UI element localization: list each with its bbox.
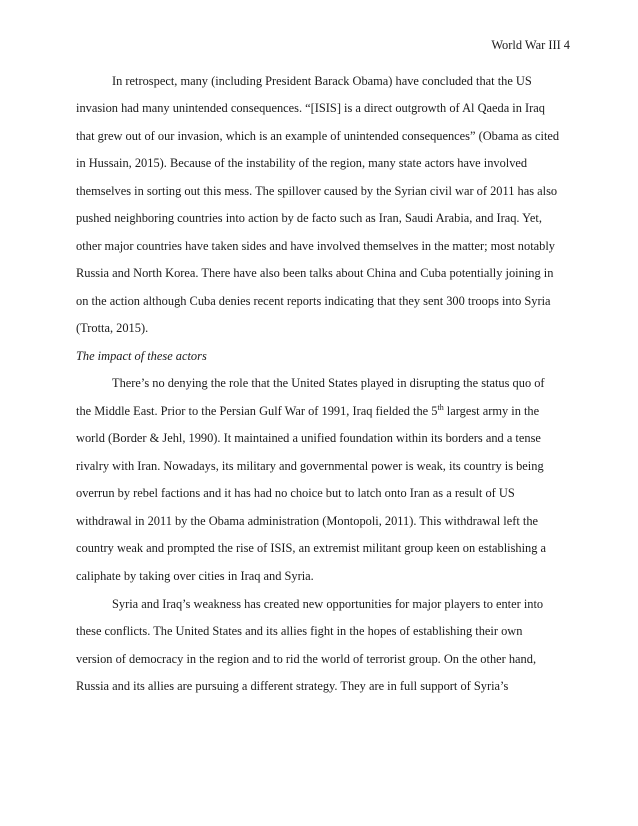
paragraph-1-line-6: pushed neighboring countries into action by de facto such as Iran, Saudi Arabia, and Iraq. Yet,	[76, 211, 542, 225]
paragraph-1-line-7: other major countries have taken sides and have involved themselves in the matter; most notably	[76, 239, 555, 253]
paragraph-2-line-7: country weak and prompted the rise of ISIS, an extremist militant group keen on establishing a	[76, 541, 547, 555]
paragraph-1-line-8: Russia and North Korea. There have also been talks about China and Cuba potentially joining in	[76, 266, 554, 280]
paragraph-3-line-3: version of democracy in the region and to rid the world of terrorist group. On the other hand,	[76, 652, 537, 666]
paragraph-2-line-2	[76, 404, 539, 418]
paragraph-1-line-1: In retrospect, many (including President Barack Obama) have concluded that the US	[112, 74, 532, 88]
paragraph-3-line-1: Syria and Iraq’s weakness has created new opportunities for major players to enter into	[112, 597, 544, 611]
paragraph-2-line-6: withdrawal in 2011 by the Obama administration (Montopoli, 2011). This withdrawal left the	[76, 514, 539, 528]
section-heading: The impact of these actors	[76, 349, 207, 363]
paragraph-2-line-8: caliphate by taking over cities in Iraq and Syria.	[76, 569, 314, 583]
paragraph-1-line-3: that grew out of our invasion, which is an example of unintended consequences” (Obama as cited	[76, 129, 560, 143]
paragraph-1-line-2: invasion had many unintended consequences. “[ISIS] is a direct outgrowth of Al Qaeda in Iraq	[76, 101, 545, 115]
paragraph-2-line-3: world (Border & Jehl, 1990). It maintained a unified foundation within its borders and a tense	[76, 431, 541, 445]
paragraph-1-line-5: themselves in sorting out this mess. The spillover caused by the Syrian civil war of 2011 has also	[76, 184, 558, 198]
paragraph-2-line-2-end: largest army in the	[443, 404, 540, 418]
paragraph-2-line-4: rivalry with Iran. Nowadays, its military and governmental power is weak, its country is being	[76, 459, 544, 473]
paragraph-2-line-1: There’s no denying the role that the United States played in disrupting the status quo of	[112, 376, 545, 390]
paragraph-3-line-4: Russia and its allies are pursuing a different strategy. They are in full support of Syria’s	[76, 679, 509, 693]
paragraph-1-line-9: on the action although Cuba denies recent reports indicating that they sent 300 troops into Syria	[76, 294, 551, 308]
paragraph-3-line-2: these conflicts. The United States and its allies fight in the hopes of establishing their own	[76, 624, 523, 638]
ordinal-superscript: th	[437, 403, 444, 412]
paragraph-1-line-10: (Trotta, 2015).	[76, 321, 149, 335]
paragraph-2-line-2-start: the Middle East. Prior to the Persian Gulf War of 1991, Iraq fielded the 5	[76, 404, 438, 418]
running-head: World War III 4	[491, 38, 570, 52]
paragraph-1-line-4: in Hussain, 2015). Because of the instability of the region, many state actors have involved	[76, 156, 528, 170]
paragraph-2-line-5: overrun by rebel factions and it has had no choice but to latch onto Iran as a result of US	[76, 486, 515, 500]
